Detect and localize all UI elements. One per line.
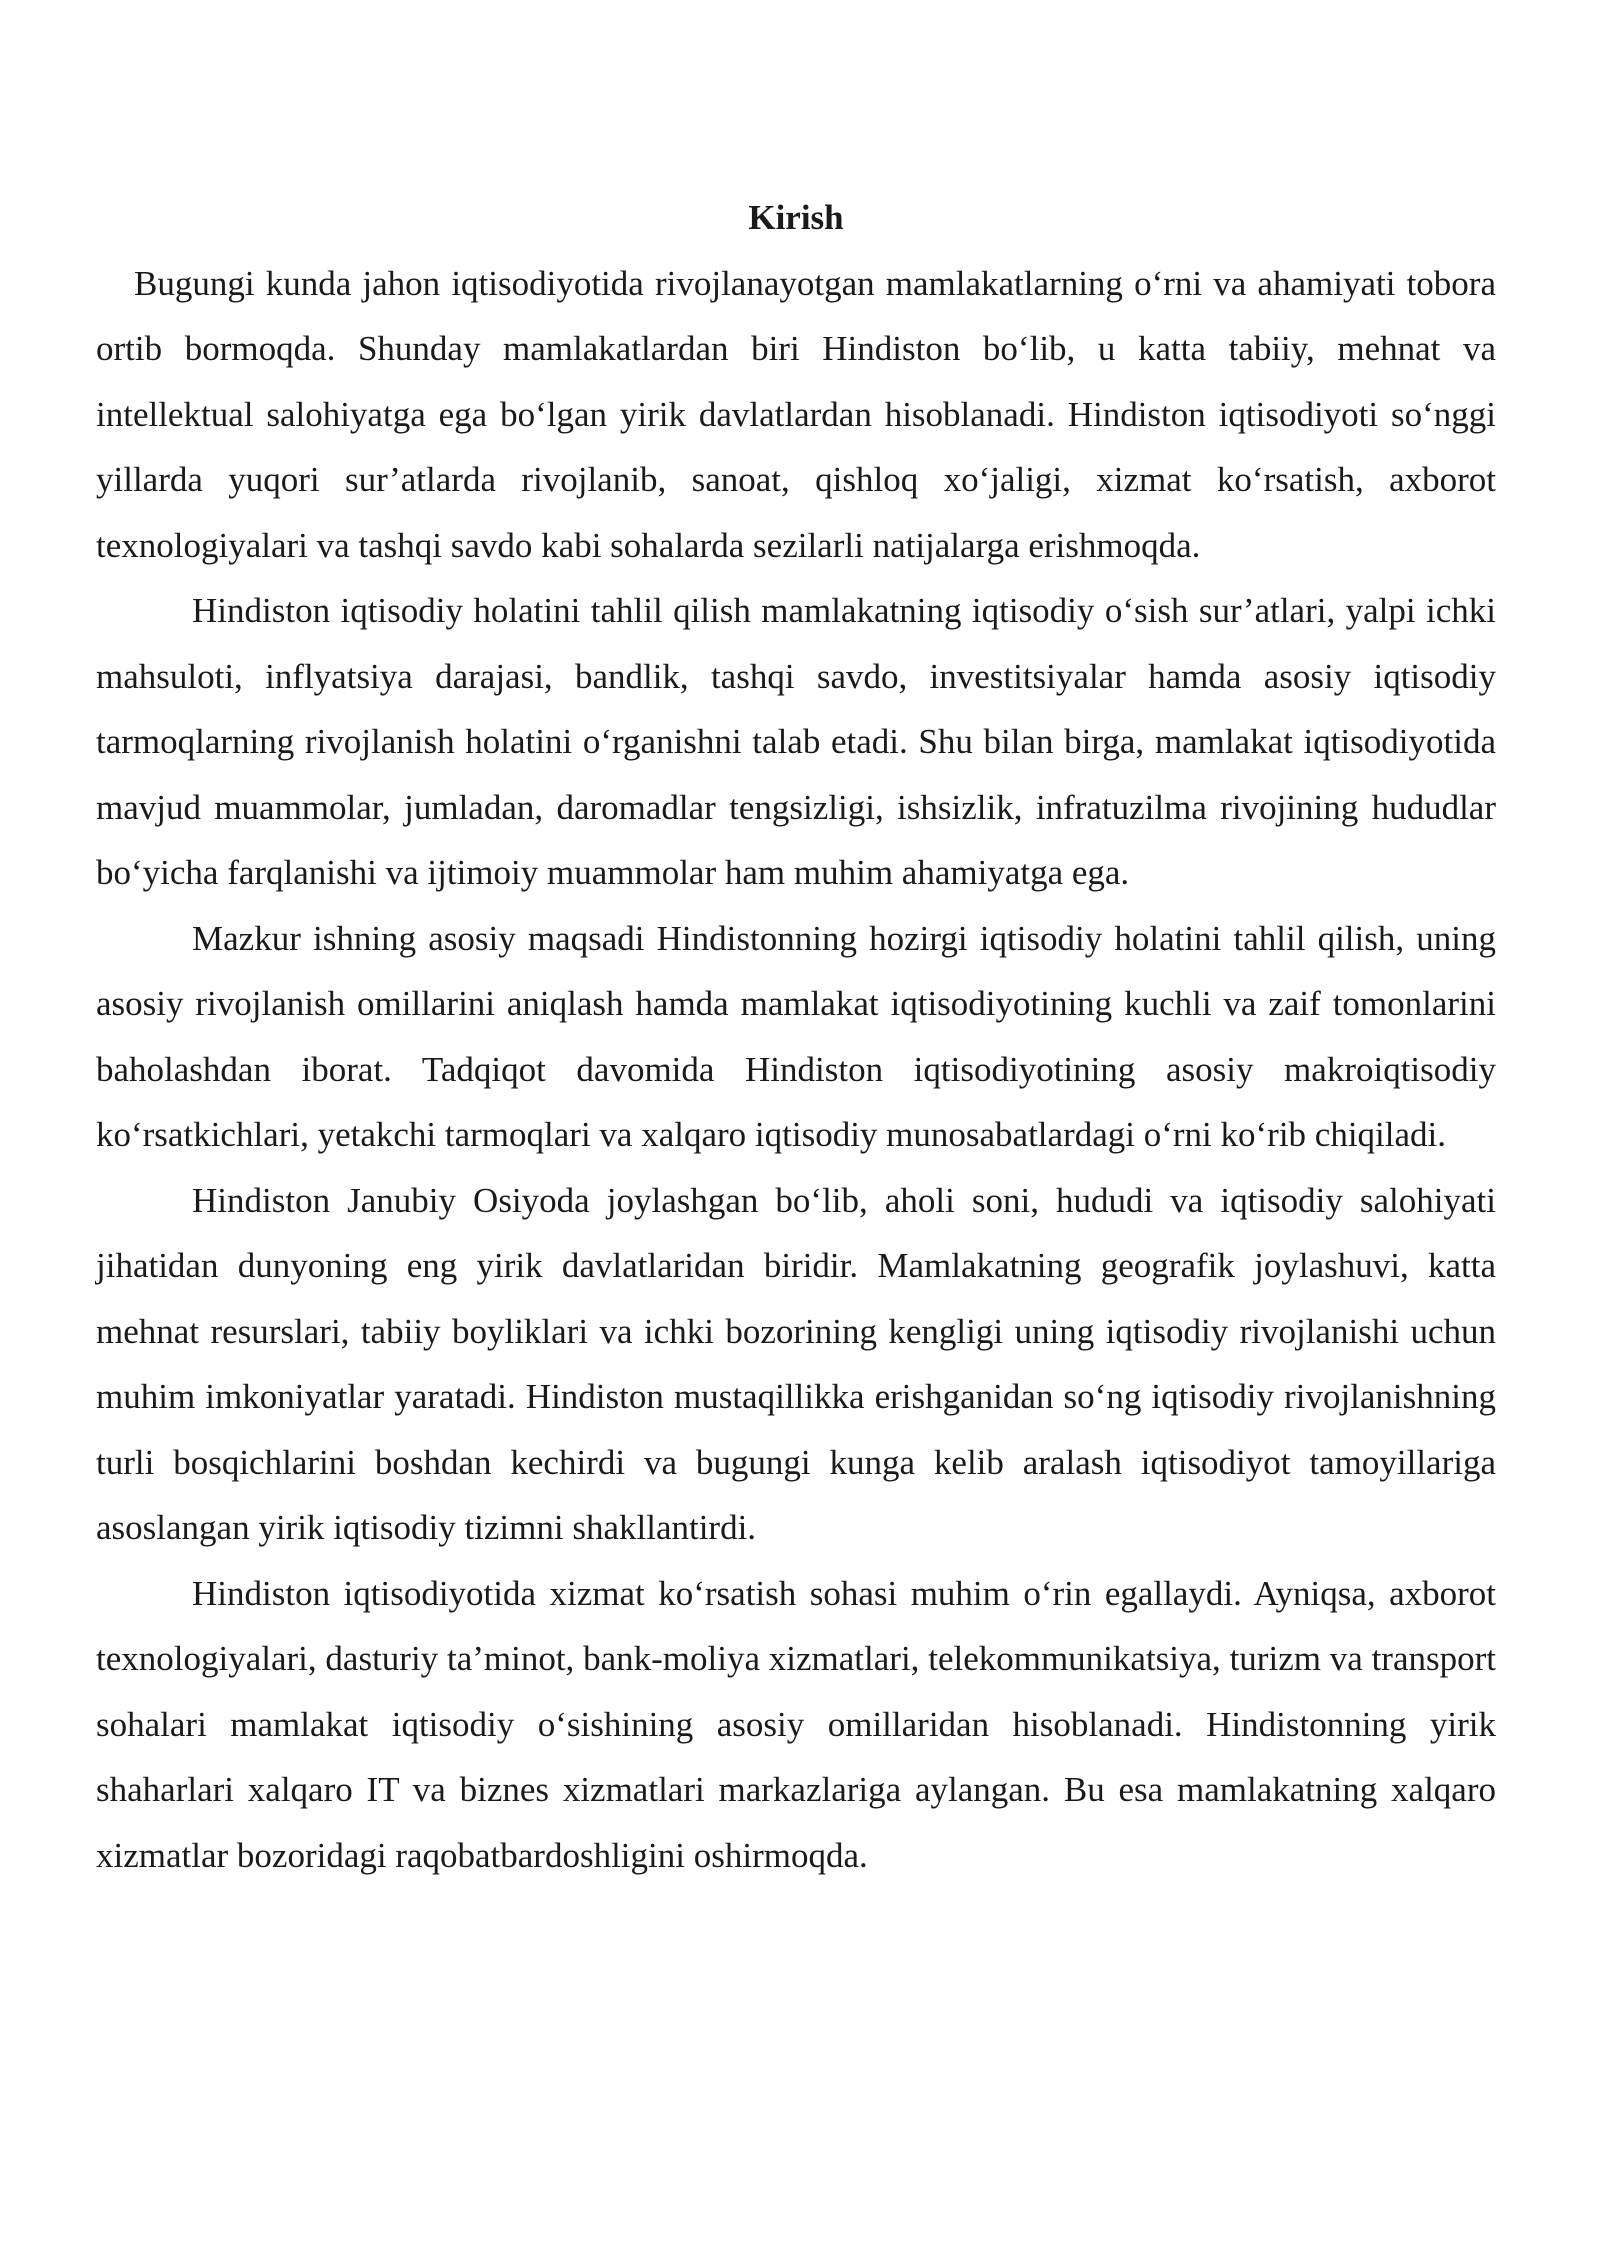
paragraph-5: Hindiston iqtisodiyotida xizmat ko‘rsatish sohasi muhim o‘rin egallaydi. Ayniqsa, axborot texnologiyalari, dasturiy ta’minot, bank-moliya xizmatlari, telekommunikatsiya, turizm va transport sohalari mamlakat iqtisodiy o‘sishining asosiy omillaridan hisoblanadi. Hindistonning yirik shaharlari xalqaro IT va biznes xizmatlari markazlariga aylangan. Bu esa mamlakatning xalqaro xizmatlar bozoridagi raqobatbardoshligini oshirmoqda. (96, 1573, 1496, 1875)
paragraph-4: Hindiston Janubiy Osiyoda joylashgan bo‘lib, aholi soni, hududi va iqtisodiy salohiyati jihatidan dunyoning eng yirik davlatlaridan biridir. Mamlakatning geografik joylashuvi, katta mehnat resurslari, tabiiy boyliklari va ichki bozorining kengligi uning iqtisodiy rivojlanishi uchun muhim imkoniyatlar yaratadi. Hindiston mustaqillikka erishganidan so‘ng iqtisodiy rivojlanishning turli bosqichlarini boshdan kechirdi va bugungi kunga kelib aralash iqtisodiyot tamoyillariga asoslangan yirik iqtisodiy tizimni shakllantirdi. (96, 1180, 1496, 1547)
paragraph-3: Mazkur ishning asosiy maqsadi Hindistonning hozirgi iqtisodiy holatini tahlil qilish, uning asosiy rivojlanish omillarini aniqlash hamda mamlakat iqtisodiyotining kuchli va zaif tomonlarini baholashdan iborat. Tadqiqot davomida Hindiston iqtisodiyotining asosiy makroiqtisodiy ko‘rsatkichlari, yetakchi tarmoqlari va xalqaro iqtisodiy munosabatlardagi o‘rni ko‘rib chiqiladi. (96, 918, 1496, 1154)
document-heading: Kirish (748, 198, 844, 237)
paragraph-1: Bugungi kunda jahon iqtisodiyotida rivojlanayotgan mamlakatlarning o‘rni va ahamiyati tobora ortib bormoqda. Shunday mamlakatlardan biri Hindiston bo‘lib, u katta tabiiy, mehnat va intellektual salohiyatga ega bo‘lgan yirik davlatlardan hisoblanadi. Hindiston iqtisodiyoti so‘nggi yillarda yuqori sur’atlarda rivojlanib, sanoat, qishloq xo‘jaligi, xizmat ko‘rsatish, axborot texnologiyalari va tashqi savdo kabi sohalarda sezilarli natijalarga erishmoqda. (96, 263, 1496, 565)
paragraph-2: Hindiston iqtisodiy holatini tahlil qilish mamlakatning iqtisodiy o‘sish sur’atlari, yalpi ichki mahsuloti, inflyatsiya darajasi, bandlik, tashqi savdo, investitsiyalar hamda asosiy iqtisodiy tarmoqlarning rivojlanish holatini o‘rganishni talab etadi. Shu bilan birga, mamlakat iqtisodiyotida mavjud muammolar, jumladan, daromadlar tengsizligi, ishsizlik, infratuzilma rivojining hududlar bo‘yicha farqlanishi va ijtimoiy muammolar ham muhim ahamiyatga ega. (96, 591, 1496, 892)
document-page (96, 185, 1496, 1888)
